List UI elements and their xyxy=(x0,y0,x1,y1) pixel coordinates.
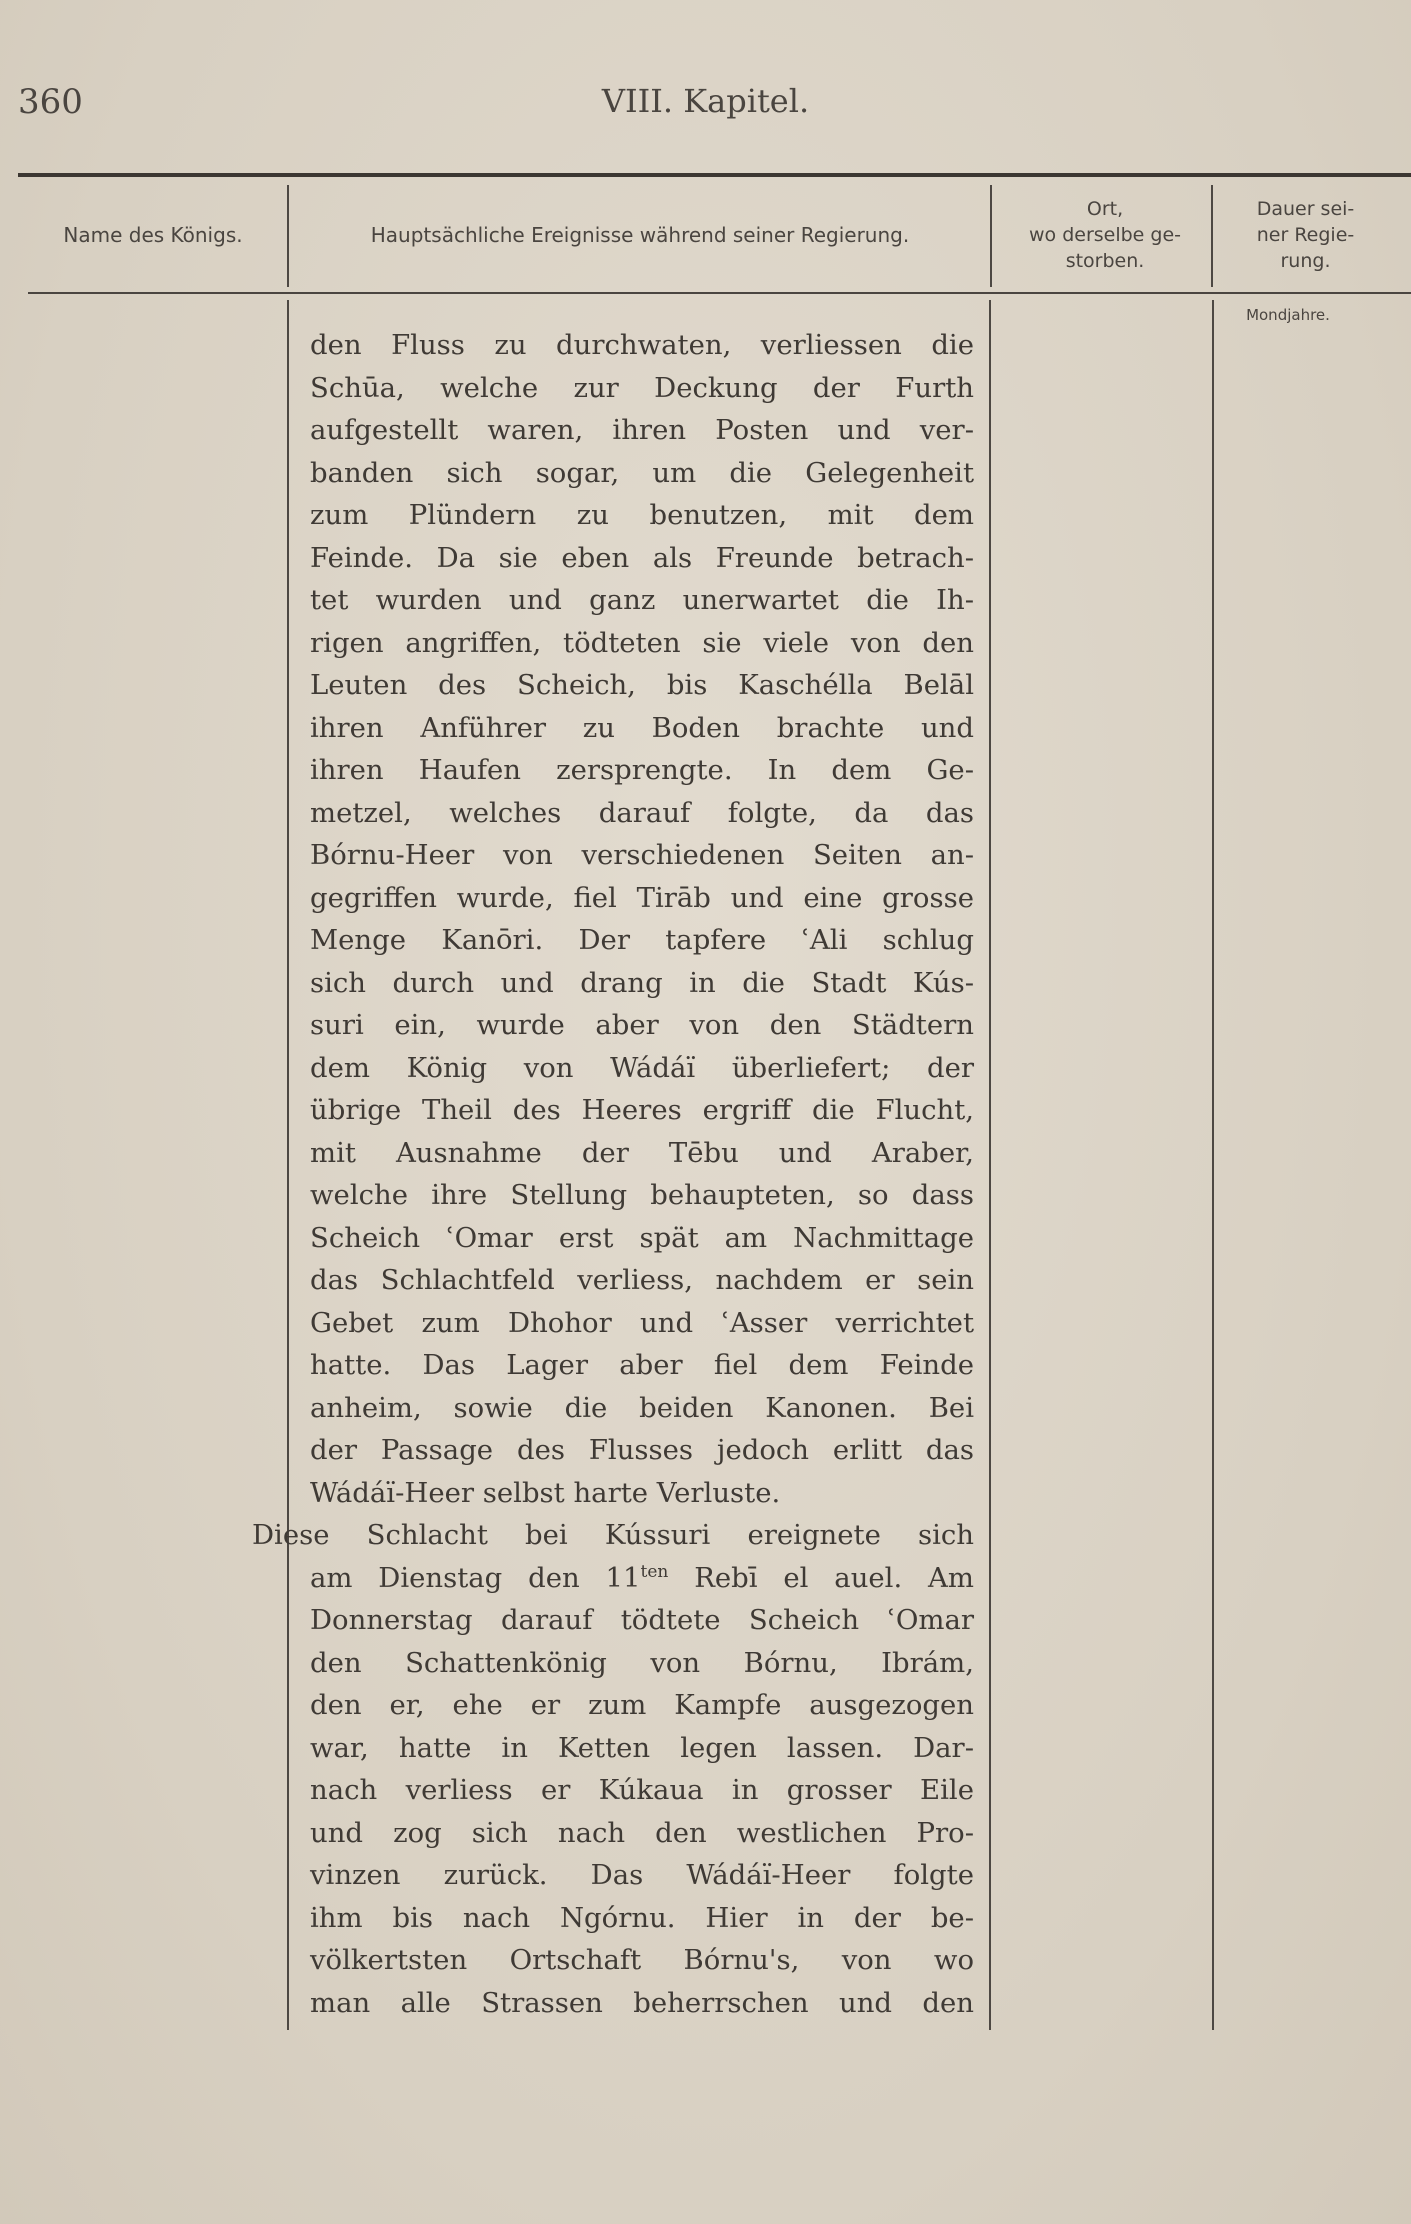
column-divider xyxy=(989,300,991,2030)
text-line: sich durch und drang in die Stadt Kús- xyxy=(310,966,974,999)
text-line: völkertsten Ortschaft Bórnu's, von wo xyxy=(310,1944,974,1976)
table-header xyxy=(18,177,1411,292)
text-line: aufgestellt waren, ihren Posten und ver- xyxy=(310,414,974,446)
text-line: der Passage des Flusses jedoch erlitt das xyxy=(310,1434,974,1466)
text-line: war, hatte in Ketten legen lassen. Dar- xyxy=(310,1731,974,1764)
ordinal-suffix: ten xyxy=(640,1561,669,1582)
column-divider xyxy=(990,185,992,287)
text-line: Diese Schlacht bei Kússuri ereignete sich xyxy=(252,1519,974,1551)
text-line: Donnerstag darauf tödtete Scheich ʿOmar xyxy=(310,1604,974,1636)
text-line: Leuten des Scheich, bis Kaschélla Belāl xyxy=(310,669,974,701)
text-line: mit Ausnahme der Tēbu und Araber, xyxy=(310,1136,974,1169)
text-line: suri ein, wurde aber von den Städtern xyxy=(310,1009,974,1041)
text-line: übrige Theil des Heeres ergriff die Flucht, xyxy=(310,1094,974,1126)
text-line: den Fluss zu durchwaten, verliessen die xyxy=(310,329,974,361)
text-line: welche ihre Stellung behaupteten, so dass xyxy=(310,1179,974,1211)
text-line: Feinde. Da sie eben als Freunde betrach- xyxy=(310,541,974,574)
text-line: den er, ehe er zum Kampfe ausgezogen xyxy=(310,1689,974,1721)
text-line: das Schlachtfeld verliess, nachdem er sein xyxy=(310,1264,974,1296)
text-line: anheim, sowie die beiden Kanonen. Bei xyxy=(310,1391,974,1424)
column-header-place-of-death: Ort, wo derselbe ge- storben. xyxy=(1028,197,1182,272)
text-line: Schūa, welche zur Deckung der Furth xyxy=(310,371,974,404)
text-line: gegriffen wurde, fiel Tirāb und eine grosse xyxy=(310,881,974,914)
text-line: man alle Strassen beherrschen und den xyxy=(310,1986,974,2019)
text-line: ihren Anführer zu Boden brachte und xyxy=(310,711,974,744)
text-line: rigen angriffen, tödteten sie viele von den xyxy=(310,626,974,659)
text-line: vinzen zurück. Das Wádáï-Heer folgte xyxy=(310,1859,974,1891)
text-line: den Schattenkönig von Bórnu, Ibrám, xyxy=(310,1646,974,1679)
duration-unit-label: Mondjahre. xyxy=(1246,306,1330,324)
text-line: dem König von Wádáï überliefert; der xyxy=(310,1051,974,1084)
text-line: ihm bis nach Ngórnu. Hier in der be- xyxy=(310,1901,974,1934)
text-line: hatte. Das Lager aber fiel dem Feinde xyxy=(310,1349,974,1381)
column-divider xyxy=(287,185,289,287)
text-line: Bórnu-Heer von verschiedenen Seiten an- xyxy=(310,839,974,871)
text-line: Gebet zum Dhohor und ʿAsser verrichtet xyxy=(310,1306,974,1339)
column-divider xyxy=(1211,185,1213,287)
text-line: ihren Haufen zersprengte. In dem Ge- xyxy=(310,754,974,786)
text-line: tet wurden und ganz unerwartet die Ih- xyxy=(310,584,974,616)
column-header-name: Name des Königs. xyxy=(63,222,243,247)
page-number: 360 xyxy=(18,82,83,122)
text-line: banden sich sogar, um die Gelegenheit xyxy=(310,456,974,489)
text-line: und zog sich nach den westlichen Pro- xyxy=(310,1816,974,1849)
running-head xyxy=(18,82,1393,132)
chapter-title: VIII. Kapitel. xyxy=(601,82,810,120)
events-text xyxy=(252,324,974,2024)
text-line xyxy=(310,1557,974,1600)
text-line: nach verliess er Kúkaua in grosser Eile xyxy=(310,1774,974,1806)
text-line: metzel, welches darauf folgte, da das xyxy=(310,796,974,829)
column-header-reign-duration: Dauer sei- ner Regie- rung. xyxy=(1256,197,1355,272)
table-header-rule xyxy=(28,292,1411,294)
column-divider xyxy=(287,300,289,2030)
column-header-events: Hauptsächliche Ereignisse während seiner Regierung. xyxy=(370,222,910,247)
text-line: Menge Kanōri. Der tapfere ʿAli schlug xyxy=(310,924,974,956)
date-text-rest: Rebī el auel. Am xyxy=(668,1561,974,1594)
text-line: Scheich ʿOmar erst spät am Nachmittage xyxy=(310,1221,974,1254)
date-text: am Dienstag den 11 xyxy=(310,1561,641,1594)
text-line: zum Plündern zu benutzen, mit dem xyxy=(310,499,974,531)
column-divider xyxy=(1212,300,1214,2030)
text-line: Wádáï-Heer selbst harte Verluste. xyxy=(310,1476,781,1509)
